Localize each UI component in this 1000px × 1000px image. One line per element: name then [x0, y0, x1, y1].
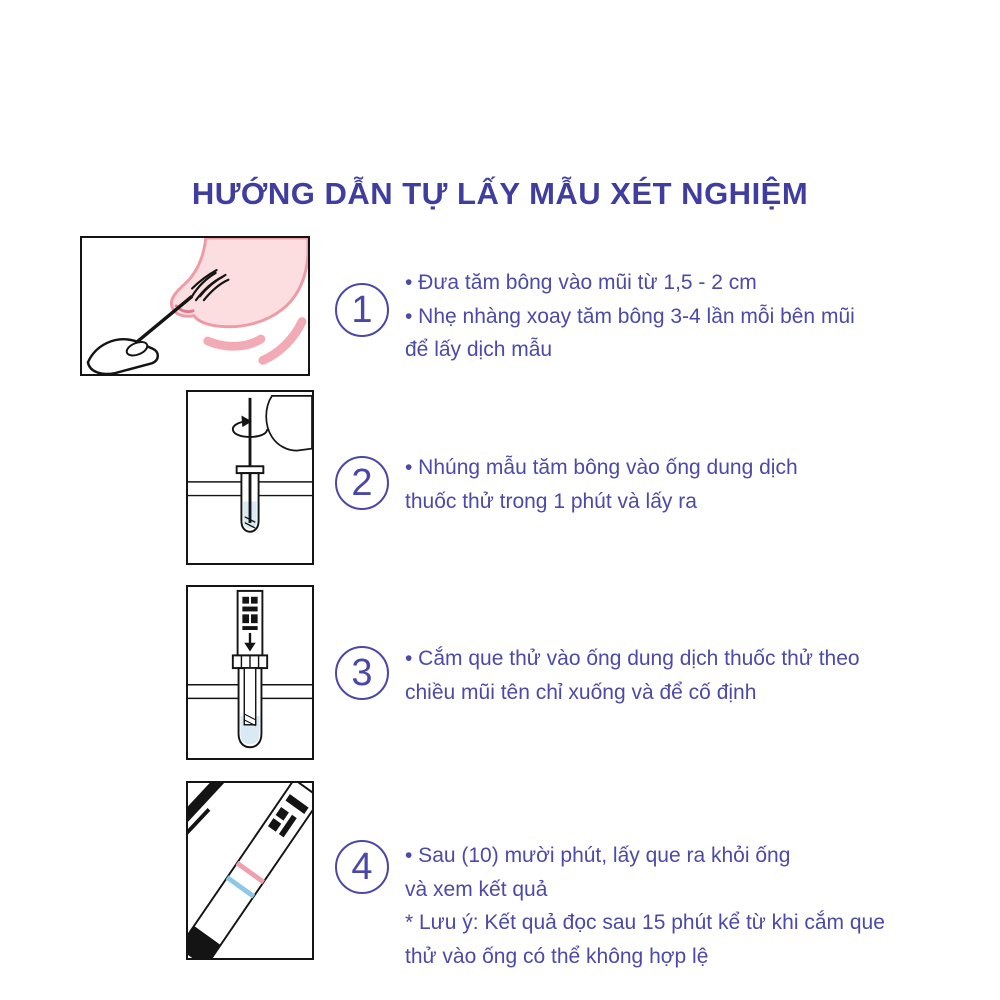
strip-in-tube-illustration-icon [186, 585, 314, 760]
step-4-line-4: thử vào ống có thể không hợp lệ [405, 944, 709, 968]
step-1-text [405, 266, 855, 367]
step-2-number-badge [335, 456, 389, 510]
step-4-line-3: * Lưu ý: Kết quả đọc sau 15 phút kể từ khi cắm que [405, 911, 885, 934]
step-2-number: 2 [351, 462, 373, 504]
step-3-line-1: • Cắm que thử vào ống dung dịch thuốc thử theo [405, 647, 860, 670]
step-1-line-3: để lấy dịch mẫu [405, 338, 553, 361]
step-1-line-1: • Đưa tăm bông vào mũi từ 1,5 - 2 cm [405, 271, 757, 294]
step-3-text [405, 642, 860, 709]
step-1-line-2: • Nhẹ nhàng xoay tăm bông 3-4 lần mỗi bên mũi [405, 304, 855, 328]
step-1-number-badge [335, 283, 389, 337]
step-4-text [405, 839, 885, 973]
step-2-line-1: • Nhúng mẫu tăm bông vào ống dung dịch [405, 456, 798, 479]
step-4-number: 4 [351, 846, 373, 888]
swab-in-tube-illustration-icon [186, 390, 314, 565]
nasal-swab-illustration-icon [80, 236, 310, 376]
step-4-line-2: và xem kết quả [405, 877, 548, 901]
step-3-line-2: chiều mũi tên chỉ xuống và để cố định [405, 680, 757, 704]
step-1-number: 1 [351, 289, 373, 331]
step-3-number: 3 [351, 652, 373, 694]
page-title: HƯỚNG DẪN TỰ LẤY MẪU XÉT NGHIỆM [191, 176, 809, 211]
step-4-line-1: • Sau (10) mười phút, lấy que ra khỏi ống [405, 844, 791, 867]
step-3-number-badge [335, 646, 389, 700]
step-4-number-badge [335, 840, 389, 894]
result-strip-illustration-icon [186, 781, 314, 960]
step-2-line-2: thuốc thử trong 1 phút và lấy ra [405, 489, 697, 513]
step-2-text [405, 451, 798, 518]
